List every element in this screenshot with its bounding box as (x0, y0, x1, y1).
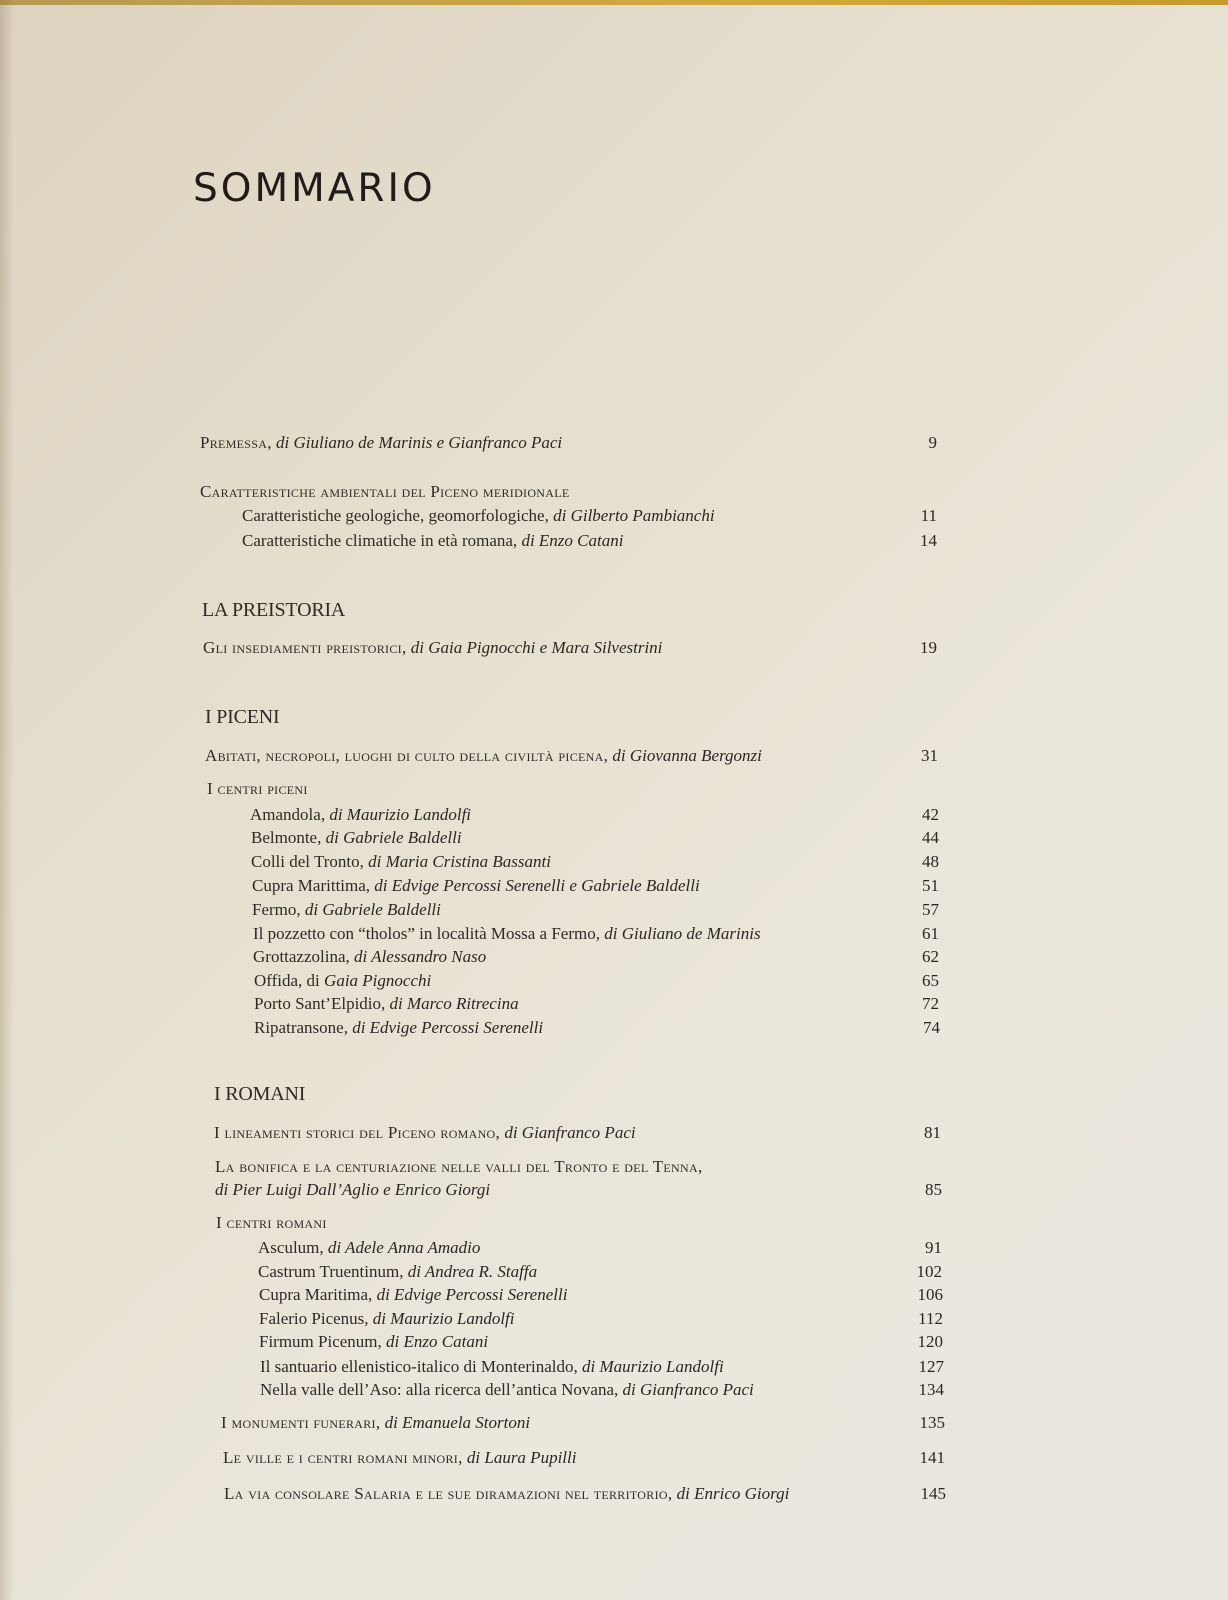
entry-author: di Edvige Percossi Serenelli (352, 1018, 544, 1037)
entry-title: Gli insediamenti preistorici, (203, 638, 407, 657)
entry-title: Falerio Picenus, (259, 1309, 369, 1328)
entry-title: Caratteristiche climatiche in età romana, (242, 531, 518, 550)
page-number: 31 (921, 746, 938, 765)
toc-entry (252, 898, 441, 922)
entry-author: di Laura Pupilli (466, 1448, 577, 1467)
toc-entry (242, 529, 623, 553)
toc-entry (251, 826, 462, 850)
entry-title: Grottazzolina, (253, 947, 350, 966)
entry-author: di Maurizio Landolfi (329, 805, 472, 824)
toc-entry (205, 744, 762, 768)
toc-entry (250, 803, 471, 827)
entry-title: Belmonte, (251, 828, 322, 847)
entry-author: di Enzo Catani (521, 531, 624, 550)
entry-title: Il pozzetto con “tholos” in località Mossa a Fermo, (253, 924, 600, 943)
entry-author: di Gianfranco Paci (622, 1380, 754, 1399)
page-number: 48 (922, 852, 939, 871)
page-number: 19 (920, 638, 937, 657)
entry-title: Caratteristiche ambientali del Piceno meridionale (200, 482, 570, 501)
page-number: 65 (922, 971, 939, 990)
entry-title: LA PREISTORIA (202, 599, 346, 621)
toc-entry (260, 1378, 754, 1402)
entry-author: di Edvige Percossi Serenelli (376, 1285, 568, 1304)
page-gutter-shadow (0, 0, 14, 1600)
entry-author: di Andrea R. Staffa (407, 1262, 538, 1281)
toc-entry (254, 992, 519, 1016)
toc-entry (203, 636, 662, 660)
toc-entry (260, 1355, 724, 1379)
toc-entry (215, 1155, 703, 1179)
toc-entry (242, 504, 715, 528)
section-heading (205, 705, 280, 729)
page-number: 11 (920, 506, 937, 525)
toc-entry (253, 922, 761, 946)
entry-title: Porto Sant’Elpidio, (254, 994, 386, 1013)
entry-title: I PICENI (205, 706, 280, 728)
entry-author: di Adele Anna Amadio (327, 1238, 481, 1257)
page-title: SOMMARIO (193, 166, 436, 212)
page-number: 106 (917, 1285, 943, 1304)
entry-title: I ROMANI (214, 1083, 306, 1105)
toc-entry (253, 945, 486, 969)
entry-title: I centri piceni (207, 779, 308, 798)
toc-entry (215, 1178, 490, 1202)
entry-title: Offida, di (254, 971, 320, 990)
toc-entry (258, 1260, 537, 1284)
toc-entry (254, 1016, 543, 1040)
toc-entry (216, 1211, 327, 1235)
toc-entry (214, 1121, 636, 1145)
toc-entry (223, 1446, 576, 1470)
entry-title: La via consolare Salaria e le sue diramazioni nel territorio, (224, 1484, 673, 1503)
entry-author: di Gaia Pignocchi e Mara Silvestrini (410, 638, 663, 657)
page-number: 112 (918, 1309, 943, 1328)
toc-entry (258, 1236, 480, 1260)
page-number: 62 (922, 947, 939, 966)
entry-author: di Maurizio Landolfi (372, 1309, 515, 1328)
entry-author: di Giuliano de Marinis (604, 924, 761, 943)
toc-entry (259, 1330, 488, 1354)
page-number: 85 (925, 1180, 942, 1199)
entry-title: I centri romani (216, 1213, 327, 1232)
entry-title: Cupra Marittima, (252, 876, 371, 895)
entry-title: Firmum Picenum, (259, 1332, 382, 1351)
page-number: 57 (922, 900, 939, 919)
page-number: 14 (920, 531, 937, 550)
entry-title: Le ville e i centri romani minori, (223, 1448, 463, 1467)
entry-title: Asculum, (258, 1238, 324, 1257)
toc-entry (200, 480, 570, 504)
page-number (877, 480, 937, 504)
entry-title: Cupra Maritima, (259, 1285, 373, 1304)
entry-author: di Gabriele Baldelli (325, 828, 462, 847)
toc-entry (200, 431, 562, 455)
entry-author: di Alessandro Naso (354, 947, 487, 966)
toc-entry (254, 969, 431, 993)
entry-author: di Pier Luigi Dall’Aglio e Enrico Giorgi (215, 1180, 491, 1199)
page-number: 51 (922, 876, 939, 895)
page-top-edge (0, 0, 1228, 5)
entry-author: di Marco Ritrecina (389, 994, 519, 1013)
entry-author: di Gianfranco Paci (504, 1123, 636, 1142)
toc-entry (224, 1482, 789, 1506)
section-heading (214, 1082, 305, 1106)
page-number: 61 (922, 924, 939, 943)
entry-author: di Gilberto Pambianchi (553, 506, 715, 525)
entry-title: Il santuario ellenistico-italico di Monterinaldo, (260, 1357, 578, 1376)
toc-entry (221, 1411, 530, 1435)
entry-author: di Enrico Giorgi (676, 1484, 790, 1503)
section-heading (202, 598, 345, 622)
page-number: 102 (916, 1262, 942, 1281)
page-number: 74 (923, 1018, 940, 1037)
entry-title: Castrum Truentinum, (258, 1262, 404, 1281)
entry-title: Caratteristiche geologiche, geomorfologiche, (242, 506, 549, 525)
entry-author: di Edvige Percossi Serenelli e Gabriele Baldelli (374, 876, 700, 895)
toc-entry (251, 850, 551, 874)
entry-author: di Gabriele Baldelli (304, 900, 441, 919)
entry-title: Nella valle dell’Aso: alla ricerca dell’antica Novana, (260, 1380, 619, 1399)
page-number: 44 (922, 828, 939, 847)
entry-title: Ripatransone, (254, 1018, 348, 1037)
entry-title: I lineamenti storici del Piceno romano, (214, 1123, 501, 1142)
page-number: 127 (918, 1357, 944, 1376)
page-number: 120 (917, 1332, 943, 1351)
entry-author: di Maurizio Landolfi (581, 1357, 724, 1376)
toc-entry (252, 874, 700, 898)
entry-title: I monumenti funerari, (221, 1413, 381, 1432)
toc-entry (259, 1307, 514, 1331)
toc-entry (207, 777, 308, 801)
page-number: 42 (922, 805, 939, 824)
page-number: 141 (919, 1448, 945, 1467)
entry-author: Gaia Pignocchi (324, 971, 432, 990)
entry-title: Premessa, (200, 433, 272, 452)
page-number: 135 (919, 1413, 945, 1432)
entry-author: di Emanuela Stortoni (384, 1413, 531, 1432)
page-number: 145 (920, 1484, 946, 1503)
entry-author: di Maria Cristina Bassanti (368, 852, 551, 871)
page-number: 81 (924, 1123, 941, 1142)
entry-title: Fermo, (252, 900, 301, 919)
entry-title: La bonifica e la centuriazione nelle valli del Tronto e del Tenna, (215, 1157, 703, 1176)
page-number: 72 (922, 994, 939, 1013)
entry-author: di Enzo Catani (386, 1332, 489, 1351)
page-number: 9 (928, 433, 937, 452)
page-number: 134 (918, 1380, 944, 1399)
entry-title: Colli del Tronto, (251, 852, 364, 871)
entry-author: di Giovanna Bergonzi (612, 746, 762, 765)
entry-title: Amandola, (250, 805, 326, 824)
entry-author: di Giuliano de Marinis e Gianfranco Paci (276, 433, 563, 452)
toc-entry (259, 1283, 567, 1307)
entry-title: Abitati, necropoli, luoghi di culto della civiltà picena, (205, 746, 609, 765)
page-number: 91 (925, 1238, 942, 1257)
